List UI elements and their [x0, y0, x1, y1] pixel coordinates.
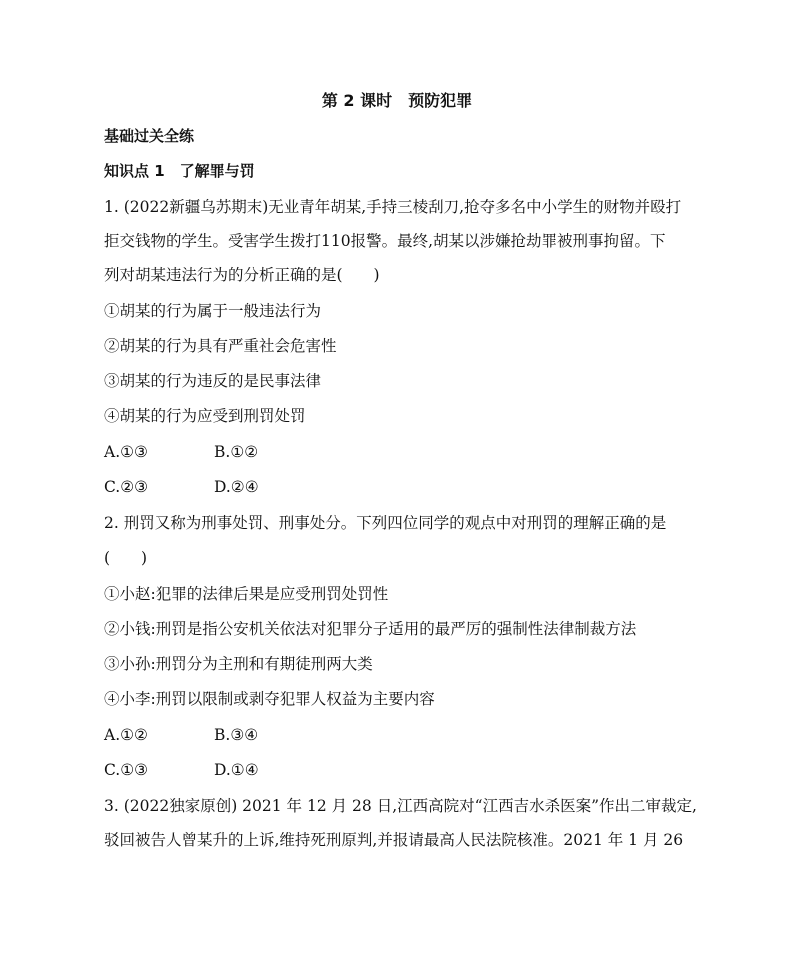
- q2-options-row-2: [104, 759, 704, 781]
- q2-options-row-1: [104, 724, 704, 746]
- q1-option-c[interactable]: C.②③: [104, 478, 149, 496]
- section-heading: 基础过关全练: [104, 127, 195, 145]
- q1-option-b[interactable]: B.①②: [214, 443, 259, 461]
- q2-item-2: ②小钱:刑罚是指公安机关依法对犯罪分子适用的最严厉的强制性法律制裁方法: [104, 620, 637, 638]
- q2-stem-line-2: ( ): [104, 549, 148, 567]
- q1-item-4: ④胡某的行为应受到刑罚处罚: [104, 407, 306, 425]
- q1-stem-line-3: 列对胡某违法行为的分析正确的是( ): [104, 266, 380, 284]
- q1-option-d[interactable]: D.②④: [214, 478, 259, 496]
- q1-stem-line-1: 1. (2022新疆乌苏期末)无业青年胡某,手持三棱刮刀,抢夺多名中小学生的财物并殴打: [104, 198, 682, 216]
- knowledge-point-heading: 知识点 1 了解罪与罚: [104, 162, 255, 180]
- q3-stem-line-2: 驳回被告人曾某升的上诉,维持死刑原判,并报请最高人民法院核准。2021 年 1 月 26: [104, 831, 684, 849]
- q2-option-b[interactable]: B.③④: [214, 726, 259, 744]
- q2-item-1: ①小赵:犯罪的法律后果是应受刑罚处罚性: [104, 585, 389, 603]
- q1-option-a[interactable]: A.①③: [104, 443, 148, 461]
- q1-options-row-1: [104, 441, 704, 463]
- q1-item-3: ③胡某的行为违反的是民事法律: [104, 372, 322, 390]
- q1-item-1: ①胡某的行为属于一般违法行为: [104, 302, 322, 320]
- q3-stem-line-1: 3. (2022独家原创) 2021 年 12 月 28 日,江西高院对“江西吉水杀医案”作出二审裁定,: [104, 797, 697, 815]
- q1-stem-line-2: 拒交钱物的学生。受害学生拨打110报警。最终,胡某以涉嫌抢劫罪被刑事拘留。下: [104, 232, 666, 250]
- page-title: 第 2 课时 预防犯罪: [321, 91, 473, 110]
- q1-item-2: ②胡某的行为具有严重社会危害性: [104, 337, 337, 355]
- q2-option-c[interactable]: C.①③: [104, 761, 149, 779]
- q2-stem-line-1: 2. 刑罚又称为刑事处罚、刑事处分。下列四位同学的观点中对刑罚的理解正确的是: [104, 514, 667, 532]
- q2-option-d[interactable]: D.①④: [214, 761, 259, 779]
- q2-item-4: ④小李:刑罚以限制或剥夺犯罪人权益为主要内容: [104, 690, 435, 708]
- q2-option-a[interactable]: A.①②: [104, 726, 148, 744]
- q1-options-row-2: [104, 476, 704, 498]
- q2-item-3: ③小孙:刑罚分为主刑和有期徒刑两大类: [104, 655, 373, 673]
